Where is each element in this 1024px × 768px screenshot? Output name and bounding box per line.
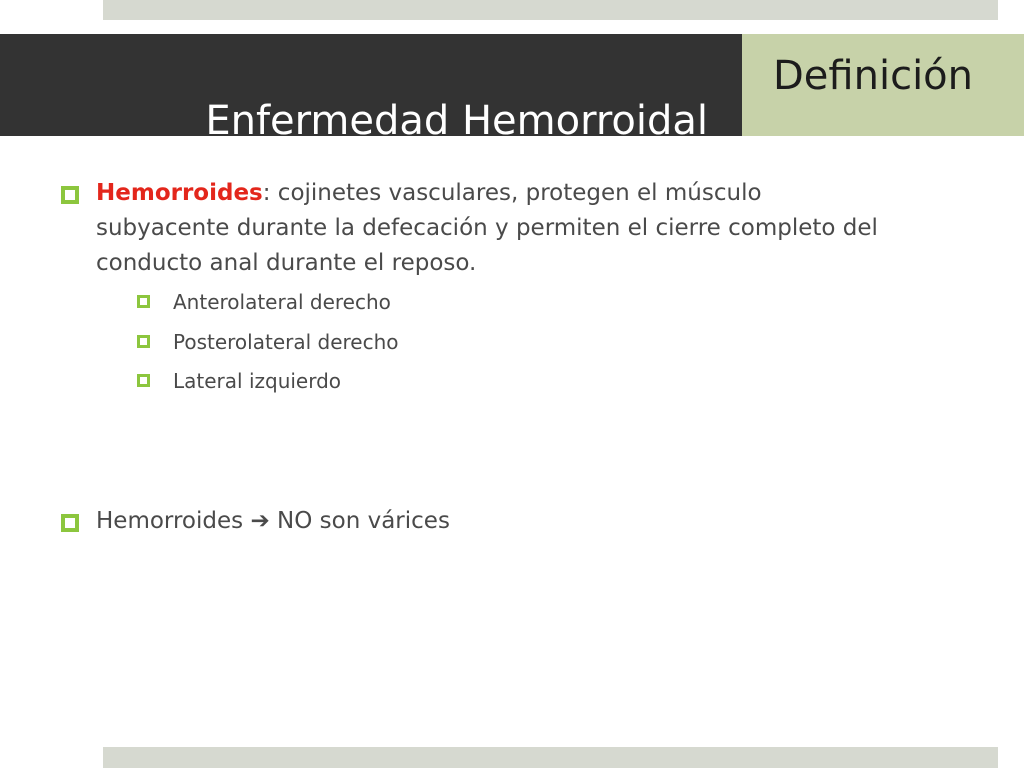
section-label: Definición xyxy=(773,53,973,99)
subpoint-item: Lateral izquierdo xyxy=(173,369,342,393)
square-bullet-icon xyxy=(137,295,150,308)
subpoint-item: Anterolateral derecho xyxy=(173,290,391,314)
bullet-item-definition xyxy=(96,176,896,281)
statement-text: NO son várices xyxy=(277,508,450,534)
section-tab xyxy=(742,34,1024,136)
square-bullet-icon xyxy=(137,335,150,348)
bottom-decorative-bar xyxy=(103,747,998,768)
definition-text: : cojinetes vasculares, protegen el músculo subyacente durante la defecación y permiten el cierre completo del conducto anal durante el reposo. xyxy=(96,180,878,276)
subpoint-item: Posterolateral derecho xyxy=(173,330,399,354)
title-band xyxy=(0,34,742,144)
square-bullet-icon xyxy=(61,186,79,204)
right-arrow-icon: ➔ xyxy=(250,508,270,534)
square-bullet-icon xyxy=(61,514,79,532)
slide-title: Enfermedad Hemorroidal xyxy=(205,98,708,144)
lead-text: Hemorroides xyxy=(96,508,244,534)
top-decorative-bar xyxy=(103,0,998,20)
term-hemorroides: Hemorroides xyxy=(96,180,263,206)
square-bullet-icon xyxy=(137,374,150,387)
bullet-item-not-varices xyxy=(96,504,450,539)
